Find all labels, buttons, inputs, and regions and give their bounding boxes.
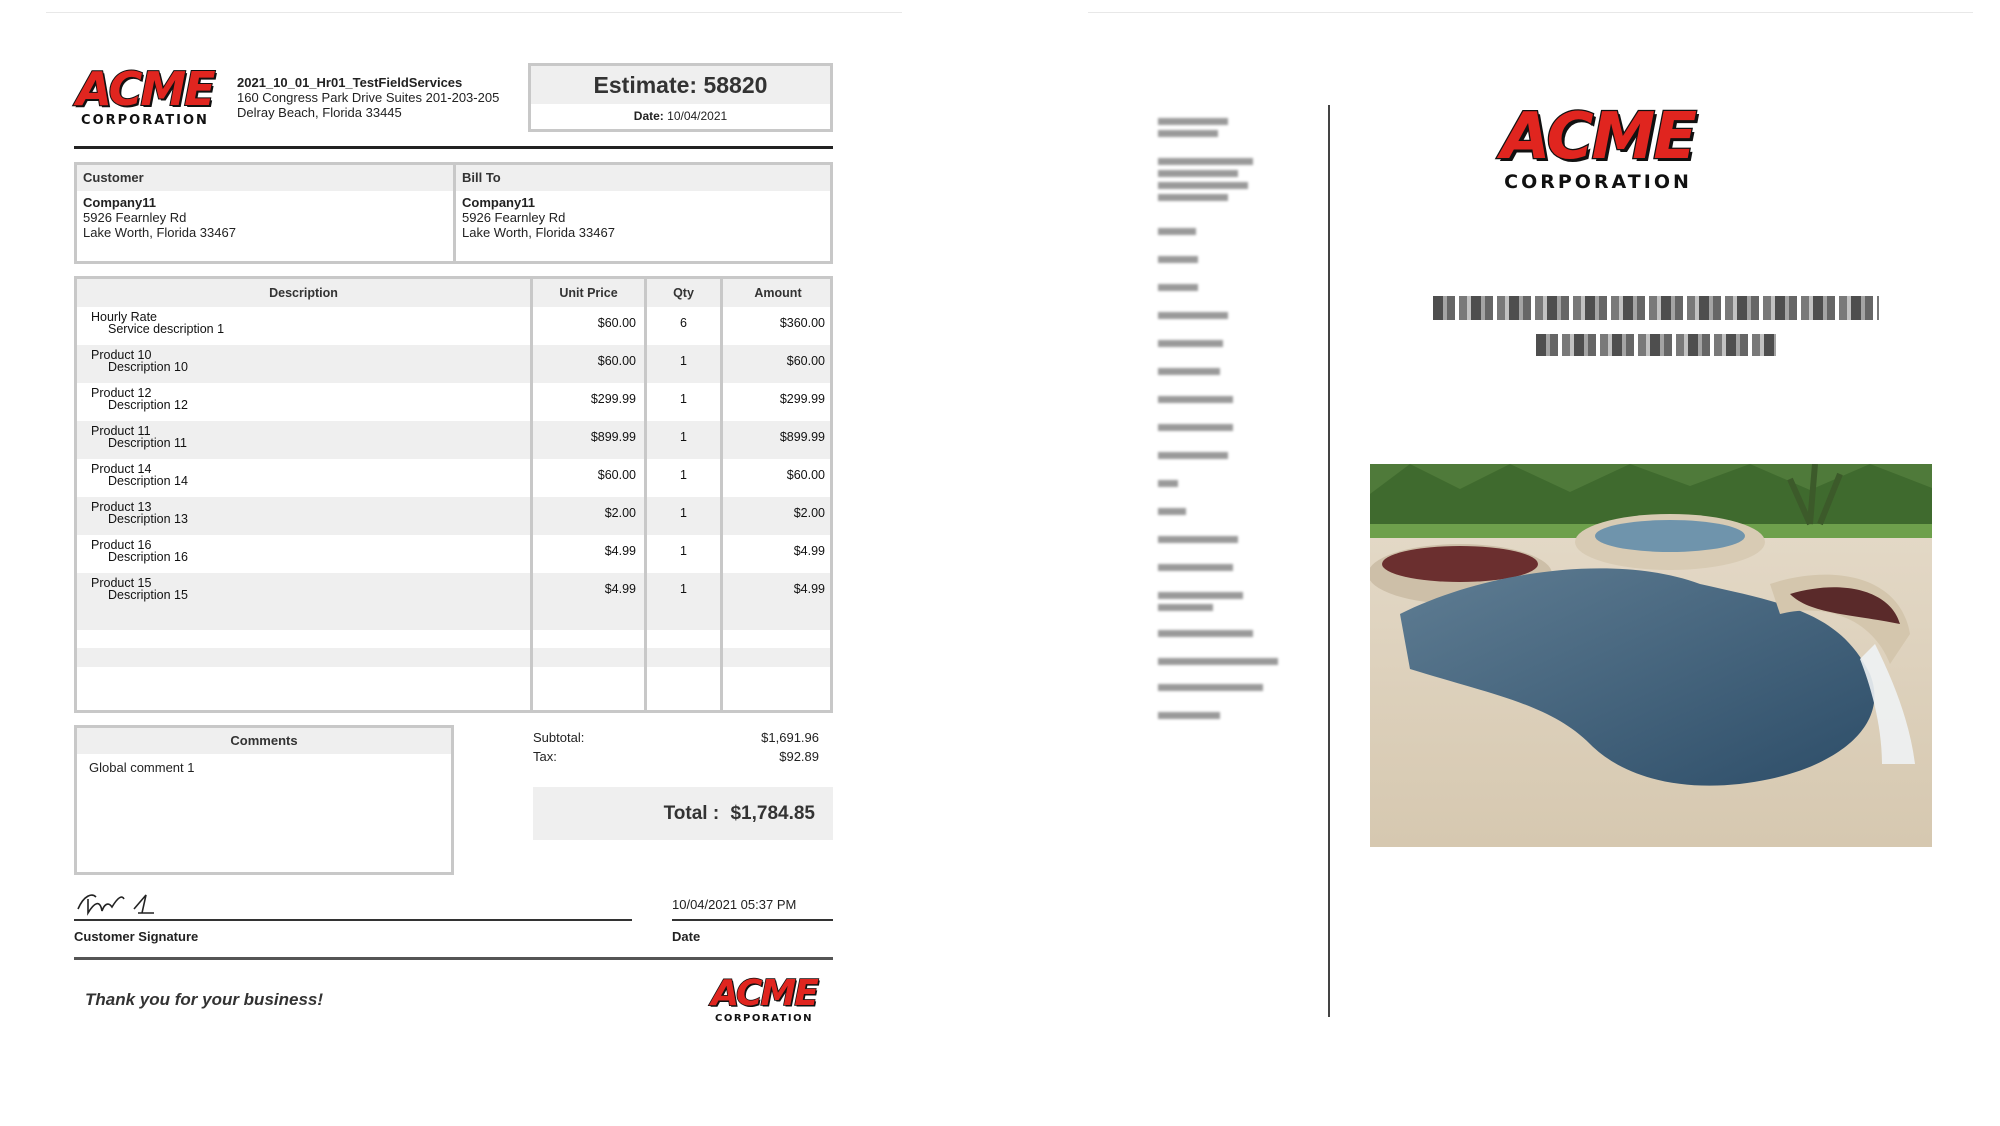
- item-name: Product 12: [91, 386, 152, 400]
- comments-box: [74, 725, 454, 875]
- header-divider: [74, 146, 833, 149]
- item-description: Service description 1: [108, 322, 225, 336]
- item-qty: 1: [680, 506, 687, 520]
- item-unit-price: $899.99: [590, 430, 636, 444]
- blurred-text: [1158, 630, 1253, 637]
- col-header-qty: Qty: [673, 286, 694, 300]
- col-divider: [644, 279, 647, 710]
- table-row: [77, 421, 830, 459]
- pool-photo: [1370, 464, 1932, 847]
- blurred-text: [1158, 170, 1238, 177]
- billto-section: [456, 165, 830, 261]
- signature-date-value: 10/04/2021 05:37 PM: [672, 897, 797, 912]
- tax-row: [533, 749, 819, 768]
- blurred-text: [1158, 564, 1233, 571]
- table-row: [77, 573, 830, 611]
- table-row-empty: [77, 611, 830, 630]
- blurred-text: [1158, 536, 1238, 543]
- blurred-text: [1158, 118, 1228, 125]
- customer-name: Company11: [83, 195, 156, 210]
- item-qty: 1: [680, 392, 687, 406]
- item-amount: $2.00: [793, 506, 825, 520]
- company-address-line1: 160 Congress Park Drive Suites 201-203-205: [237, 90, 500, 105]
- item-description: Description 13: [108, 512, 188, 526]
- blurred-text: [1158, 604, 1213, 611]
- customer-header: Customer: [77, 165, 453, 191]
- logo-subtext: CORPORATION: [81, 113, 209, 128]
- billto-header: Bill To: [456, 165, 830, 191]
- col-header-description: Description: [269, 286, 338, 300]
- footer-acme-logo: [704, 973, 824, 1024]
- item-amount: $60.00: [786, 468, 825, 482]
- comments-text: Global comment 1: [89, 760, 195, 775]
- estimate-title-box: [528, 63, 833, 132]
- blurred-text: [1158, 284, 1198, 291]
- page-top-border: [1088, 12, 1973, 13]
- blurred-text: [1158, 396, 1233, 403]
- item-unit-price: $60.00: [597, 468, 636, 482]
- customer-signature-image: [74, 885, 204, 919]
- item-amount: $4.99: [793, 544, 825, 558]
- signature-label: Customer Signature: [74, 929, 199, 944]
- blurred-text: [1158, 256, 1198, 263]
- billto-address-line2: Lake Worth, Florida 33467: [462, 225, 615, 240]
- item-unit-price: $4.99: [604, 582, 636, 596]
- customer-address-line1: 5926 Fearnley Rd: [83, 210, 187, 225]
- item-amount: $299.99: [779, 392, 825, 406]
- pixelated-heading-line2: [1536, 334, 1776, 356]
- footer-logo-subtext: CORPORATION: [715, 1013, 813, 1024]
- item-description: Description 16: [108, 550, 188, 564]
- item-name: Product 10: [91, 348, 152, 362]
- item-description: Description 12: [108, 398, 188, 412]
- item-description: Description 15: [108, 588, 188, 602]
- item-name: Product 11: [91, 424, 151, 438]
- table-row: [77, 383, 830, 421]
- company-info: [237, 75, 499, 120]
- item-description: Description 10: [108, 360, 188, 374]
- item-qty: 1: [680, 468, 687, 482]
- subtotal-value: $1,691.96: [761, 730, 819, 745]
- total-box: [533, 787, 833, 840]
- signature-date-label: Date: [672, 929, 701, 944]
- blurred-text: [1158, 368, 1220, 375]
- item-name: Product 16: [91, 538, 152, 552]
- customer-billto-box: [74, 162, 833, 264]
- totals-section: [533, 730, 819, 768]
- brochure-logo-subtext: CORPORATION: [1504, 171, 1692, 193]
- acme-logo: [74, 62, 216, 128]
- item-description: Description 14: [108, 474, 188, 488]
- table-row-empty: [77, 667, 830, 686]
- tax-value: $92.89: [779, 749, 819, 764]
- billto-details: [456, 191, 830, 244]
- pixelated-heading-line1: [1433, 296, 1879, 320]
- item-qty: 6: [680, 316, 687, 330]
- brochure-logo-text: ACME: [1501, 100, 1695, 174]
- col-header-unit-price: Unit Price: [559, 286, 618, 300]
- subtotal-row: [533, 730, 819, 749]
- blurred-text: [1158, 340, 1223, 347]
- estimate-date: [531, 109, 830, 123]
- col-divider: [720, 279, 723, 710]
- blurred-text: [1158, 194, 1228, 201]
- col-divider: [530, 279, 533, 710]
- date-line: [672, 919, 833, 921]
- brochure-page: [1088, 0, 2000, 1126]
- thank-you-text: Thank you for your business!: [85, 990, 324, 1009]
- item-amount: $899.99: [779, 430, 825, 444]
- customer-section: [77, 165, 456, 261]
- blurred-text: [1158, 182, 1248, 189]
- item-unit-price: $60.00: [597, 354, 636, 368]
- sidebar-divider: [1328, 105, 1330, 1017]
- item-unit-price: $2.00: [604, 506, 636, 520]
- blurred-text: [1158, 424, 1233, 431]
- item-qty: 1: [680, 544, 687, 558]
- item-amount: $4.99: [793, 582, 825, 596]
- footer-logo-text: ACME: [711, 973, 817, 1014]
- table-row: [77, 345, 830, 383]
- company-address-line2: Delray Beach, Florida 33445: [237, 105, 402, 120]
- brochure-sidebar-blurred: [1158, 118, 1328, 938]
- items-table: [74, 276, 833, 713]
- items-table-body: [77, 307, 830, 710]
- blurred-text: [1158, 508, 1186, 515]
- item-unit-price: $299.99: [590, 392, 636, 406]
- subtotal-label: Subtotal:: [533, 730, 585, 745]
- table-row: [77, 307, 830, 345]
- table-row-empty: [77, 630, 830, 649]
- item-qty: 1: [680, 354, 687, 368]
- logo-text: ACME: [76, 62, 214, 116]
- footer-divider: [74, 957, 833, 960]
- item-qty: 1: [680, 582, 687, 596]
- table-row: [77, 535, 830, 573]
- item-name: Product 14: [91, 462, 152, 476]
- blurred-text: [1158, 712, 1220, 719]
- brochure-acme-logo: [1498, 100, 1698, 193]
- blurred-text: [1158, 452, 1228, 459]
- item-qty: 1: [680, 430, 687, 444]
- blurred-text: [1158, 480, 1178, 487]
- date-label: Date:: [633, 109, 664, 123]
- billto-name: Company11: [462, 195, 535, 210]
- blurred-text: [1158, 312, 1228, 319]
- table-row-empty: [77, 648, 830, 667]
- item-name: Product 13: [91, 500, 152, 514]
- date-value: 10/04/2021: [667, 109, 728, 123]
- billto-address-line1: 5926 Fearnley Rd: [462, 210, 566, 225]
- tax-label: Tax:: [533, 749, 557, 764]
- page-top-border: [46, 12, 902, 13]
- blurred-text: [1158, 158, 1253, 165]
- customer-details: [77, 191, 453, 244]
- signature-line: [74, 919, 632, 921]
- customer-address-line2: Lake Worth, Florida 33467: [83, 225, 236, 240]
- item-description: Description 11: [108, 436, 187, 450]
- blurred-text: [1158, 130, 1218, 137]
- total-value: $1,784.85: [730, 803, 815, 824]
- comments-header: Comments: [77, 728, 451, 754]
- estimate-title: Estimate: 58820: [531, 66, 830, 104]
- item-name: Product 15: [91, 576, 152, 590]
- table-row: [77, 459, 830, 497]
- blurred-text: [1158, 684, 1263, 691]
- item-amount: $360.00: [779, 316, 825, 330]
- item-unit-price: $60.00: [597, 316, 636, 330]
- col-header-amount: Amount: [754, 286, 802, 300]
- blurred-text: [1158, 228, 1196, 235]
- item-amount: $60.00: [786, 354, 825, 368]
- blurred-text: [1158, 592, 1243, 599]
- item-name: Hourly Rate: [91, 310, 157, 324]
- item-unit-price: $4.99: [604, 544, 636, 558]
- table-row: [77, 497, 830, 535]
- company-name: 2021_10_01_Hr01_TestFieldServices: [237, 75, 463, 90]
- blurred-text: [1158, 658, 1278, 665]
- total-label: Total :: [663, 803, 720, 824]
